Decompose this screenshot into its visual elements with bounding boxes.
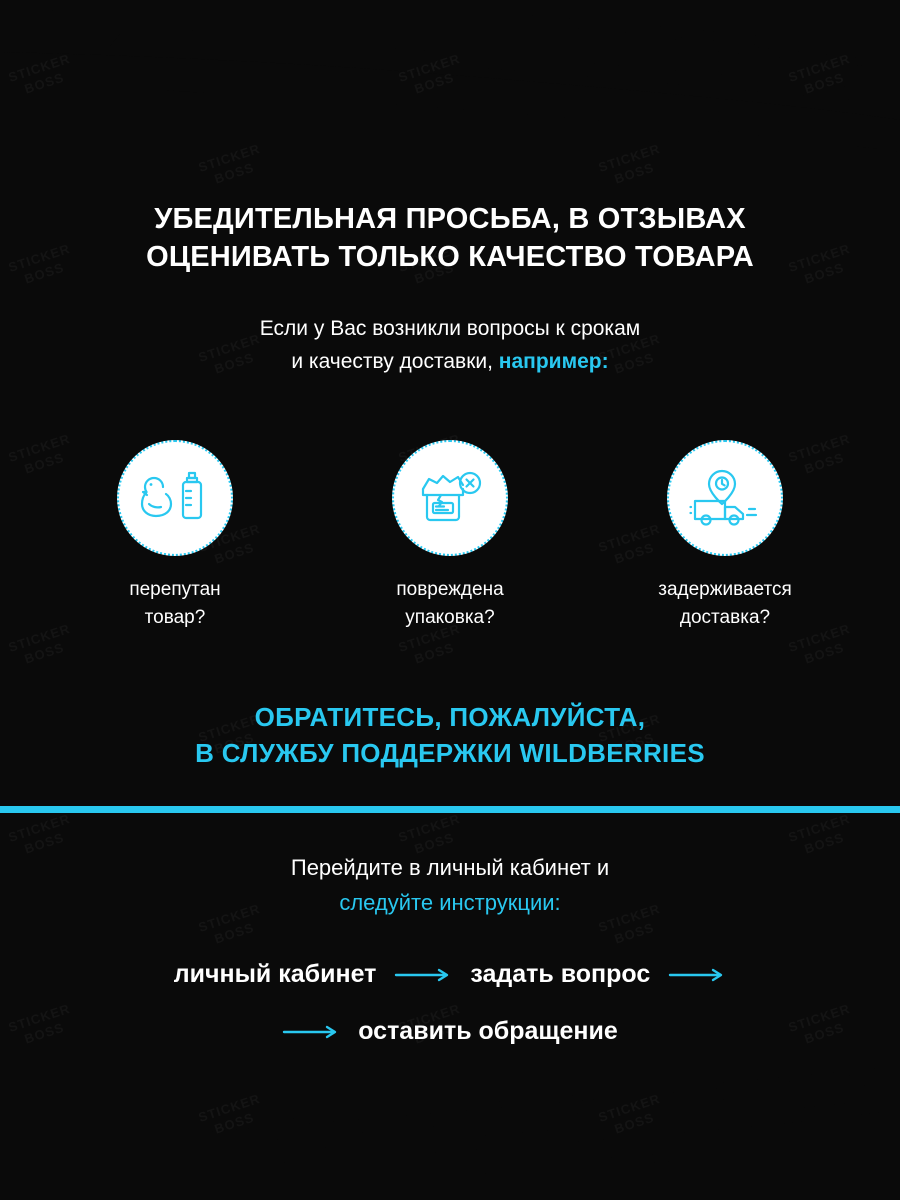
- support-cta-line-2: В СЛУЖБУ ПОДДЕРЖКИ WILDBERRIES: [195, 737, 705, 768]
- instructions-line-1: Перейдите в личный кабинет и: [290, 855, 610, 880]
- issue-caption-line-2: упаковка?: [405, 606, 495, 628]
- issue-icon-circle: [667, 440, 783, 556]
- page-title: [0, 200, 900, 277]
- arrow-right-icon: [282, 1025, 340, 1039]
- support-cta-line-1: ОБРАТИТЕСЬ, ПОЖАЛУЙСТА,: [254, 702, 646, 732]
- issue-item-delayed-delivery: [610, 440, 840, 631]
- issue-icon-circle: [117, 440, 233, 556]
- instruction-steps-row-2: [0, 1017, 900, 1046]
- subheadline-line-2: [0, 346, 900, 379]
- arrow-right-icon: [668, 968, 726, 982]
- issue-caption-line-2: доставка?: [679, 606, 771, 628]
- issue-icon-circle: [392, 440, 508, 556]
- step-personal-account: личный кабинет: [173, 960, 377, 988]
- instruction-steps-row-1: [0, 960, 900, 989]
- instructions-intro: [0, 850, 900, 920]
- support-cta: [0, 700, 900, 772]
- damaged-package-icon: [415, 467, 485, 529]
- subheadline-line-2-accent: например:: [498, 349, 609, 373]
- issue-caption-line-1: задерживается: [658, 579, 792, 600]
- issue-icons-row: [60, 440, 840, 631]
- instruction-steps: [0, 960, 900, 1074]
- step-leave-request: оставить обращение: [358, 1017, 618, 1045]
- headline-line-2: ОЦЕНИВАТЬ ТОЛЬКО КАЧЕСТВО ТОВАРА: [146, 241, 754, 274]
- baby-bottle-duck-icon: [140, 467, 210, 529]
- headline-line-1: УБЕДИТЕЛЬНАЯ ПРОСЬБА, В ОТЗЫВАХ: [154, 203, 746, 235]
- issue-caption: [396, 576, 503, 631]
- subheadline: [0, 313, 900, 378]
- section-divider: [0, 806, 900, 813]
- delivery-truck-icon: [689, 467, 761, 529]
- issue-caption-line-1: перепутан: [129, 579, 221, 600]
- subheadline-line-2-plain: и качеству доставки,: [291, 349, 499, 373]
- subheadline-line-1: Если у Вас возникли вопросы к срокам: [259, 317, 641, 340]
- issue-caption-line-2: товар?: [144, 606, 206, 628]
- issue-caption: [129, 576, 220, 631]
- issue-caption-line-1: повреждена: [396, 579, 504, 600]
- issue-caption: [658, 576, 791, 631]
- issue-item-damaged-package: [335, 440, 565, 631]
- issue-item-wrong-product: [60, 440, 290, 631]
- step-ask-question: задать вопрос: [470, 960, 651, 988]
- instructions-line-2: следуйте инструкции:: [339, 890, 561, 916]
- arrow-right-icon: [394, 968, 452, 982]
